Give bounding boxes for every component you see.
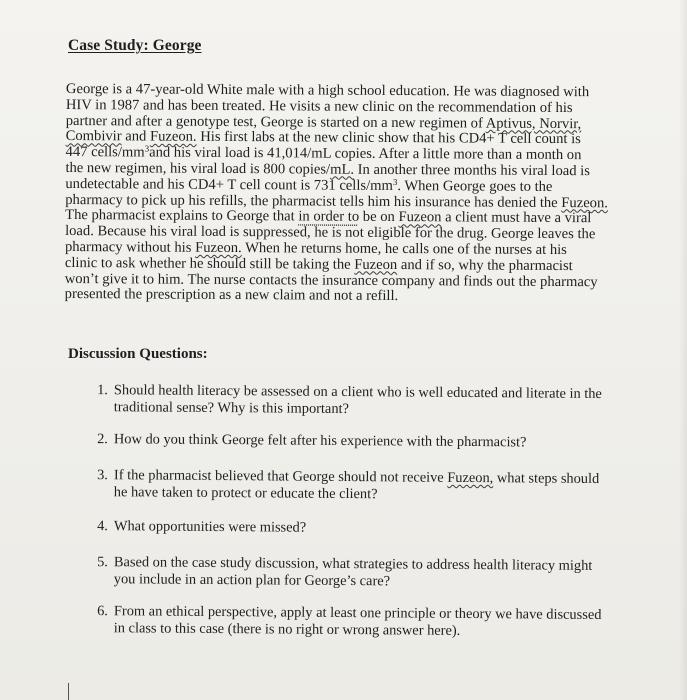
question-line: What opportunities were missed? bbox=[113, 518, 307, 536]
paragraph-line: George is a 47-year-old White male with a high school education. He was diagnosed with bbox=[65, 81, 590, 101]
question-text bbox=[114, 603, 634, 640]
grammar-flagged-phrase: in order to bbox=[298, 208, 360, 226]
question-number: 2. bbox=[97, 431, 108, 448]
question-text bbox=[114, 382, 634, 419]
question-line: From an ethical perspective, apply at least one principle or theory we have discussed bbox=[113, 603, 602, 624]
question-number: 5. bbox=[97, 554, 108, 571]
paragraph-line: undetectable and his CD4+ T cell count is 731 cells/$mm^3$. When George goes to the bbox=[65, 175, 553, 195]
discussion-question bbox=[88, 554, 636, 589]
question-line: in class to this case (there is no right or wrong answer here). bbox=[113, 619, 461, 639]
question-text bbox=[114, 467, 634, 504]
superscript: 3 bbox=[144, 143, 150, 154]
discussion-question bbox=[88, 467, 636, 502]
paragraph-line: the new regimen, his viral load is 800 copies/mL. In another three months his viral load is bbox=[65, 159, 590, 180]
spellcheck-flagged-word: Aptivus, Norvir, bbox=[485, 115, 582, 132]
paragraph-line: The pharmacist explains to George that in order to be on Fuzeon a client must have a viral bbox=[65, 207, 592, 227]
paragraph-line: clinic to ask whether he should still be taking the Fuzeon and if so, why the pharmacist bbox=[64, 254, 573, 274]
spellcheck-flagged-word: Combivir bbox=[65, 128, 122, 145]
question-number: 4. bbox=[97, 518, 108, 535]
paragraph-line: Combivir and Fuzeon. His first labs at the new clinic show that his CD4+ T cell count is bbox=[65, 128, 581, 148]
question-text bbox=[114, 518, 634, 539]
paragraph-line: pharmacy without his Fuzeon. When he returns home, he calls one of the nurses at his bbox=[64, 238, 567, 259]
question-number: 3. bbox=[97, 467, 108, 484]
spellcheck-flagged-word: Fuzeon, bbox=[447, 469, 494, 487]
spellcheck-flagged-word: Fuzeon. bbox=[561, 194, 609, 211]
paragraph-line: 447 cells/$mm^3and$ his viral load is 41,014/mL copies. After a little more than a month on bbox=[65, 143, 582, 164]
question-line: How do you think George felt after his experience with the pharmacist? bbox=[113, 431, 527, 451]
question-line: Should health literacy be assessed on a client who is well educated and literate in the bbox=[113, 382, 602, 403]
discussion-question bbox=[88, 518, 636, 536]
question-line: he have taken to protect or educate the client? bbox=[113, 483, 378, 502]
paragraph-line: won’t give it to him. The nurse contacts the insurance company and finds out the pharmacy bbox=[64, 270, 598, 290]
question-number: 1. bbox=[97, 382, 108, 399]
paragraph-line: presented the prescription as a new claim and not a refill. bbox=[64, 286, 399, 305]
text-cursor-mark bbox=[68, 683, 69, 700]
spellcheck-flagged-word: Fuzeon. bbox=[149, 128, 197, 146]
question-text bbox=[114, 431, 634, 452]
case-study-paragraph bbox=[65, 82, 638, 307]
question-text bbox=[114, 554, 634, 591]
spellcheck-flagged-word: mL. bbox=[330, 161, 355, 178]
discussion-question bbox=[88, 603, 636, 639]
superscript: 3 bbox=[392, 176, 398, 187]
paragraph-line: partner and after a genotype test, George is started on a new regimen of Aptivus, Norvir, bbox=[65, 112, 582, 132]
question-line: traditional sense? Why is this important? bbox=[113, 398, 350, 417]
spellcheck-flagged-word: Fuzeon bbox=[354, 256, 398, 273]
question-line: Based on the case study discussion, what strategies to address health literacy might bbox=[113, 554, 593, 574]
question-line: you include in an action plan for George’s care? bbox=[113, 570, 391, 589]
question-number: 6. bbox=[97, 603, 108, 620]
discussion-questions-heading: Discussion Questions: bbox=[68, 346, 208, 362]
case-study-title: Case Study: George bbox=[68, 37, 202, 54]
paragraph-line: HIV in 1987 and has been treated. He visits a new clinic on the recommendation of his bbox=[65, 96, 573, 116]
spellcheck-flagged-word: Fuzeon bbox=[398, 209, 442, 226]
paragraph-line: pharmacy to pick up his refills, the pharmacist tells him his insurance has denied the Fuzeon. bbox=[65, 191, 609, 211]
discussion-question bbox=[88, 382, 636, 417]
spellcheck-flagged-word: Fuzeon. bbox=[195, 239, 242, 257]
page-edge-shadow bbox=[679, 0, 687, 700]
question-line: If the pharmacist believed that George should not receive Fuzeon, what steps should bbox=[113, 467, 600, 488]
paragraph-line: load. Because his viral load is suppressed, he is not eligible for the drug. George leaves the bbox=[65, 223, 596, 243]
discussion-question bbox=[88, 431, 636, 451]
